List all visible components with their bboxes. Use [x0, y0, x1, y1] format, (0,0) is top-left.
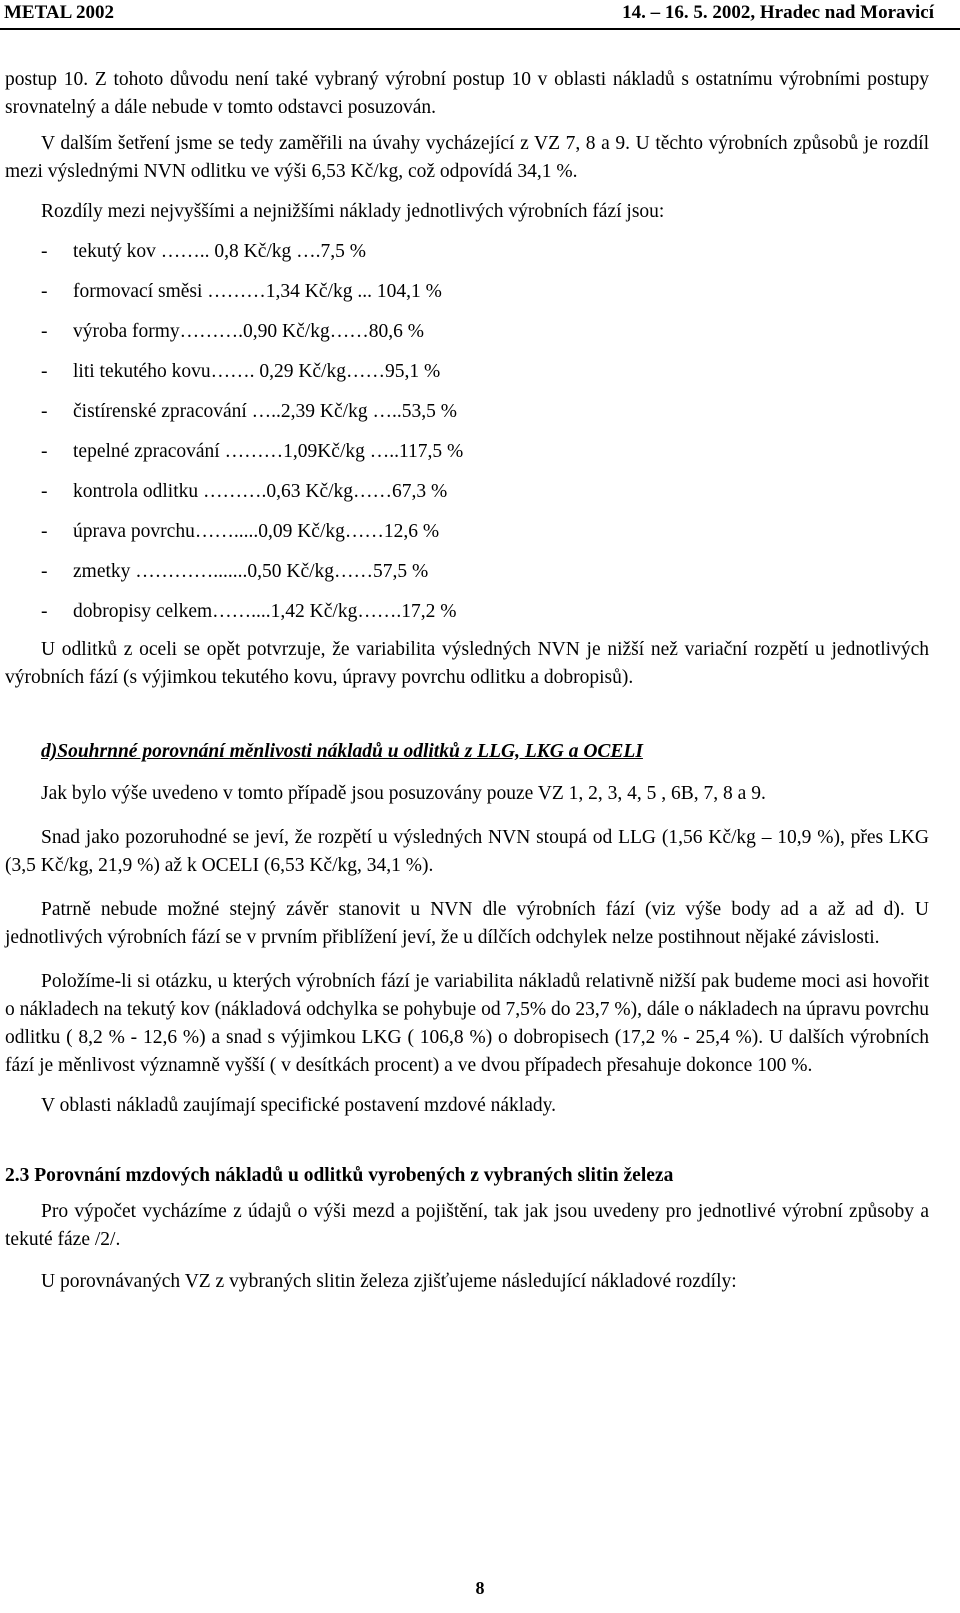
- paragraph-4: U odlitků z oceli se opět potvrzuje, že variabilita výsledných NVN je nižší než variační rozpětí u jednotlivých výrobních fází (s výjimkou tekutého kovu, úpravy povrchu odlitku a dobropisů).: [5, 639, 929, 688]
- paragraph-6: Snad jako pozoruhodné se jeví, že rozpětí u výsledných NVN stoupá od LLG (1,56 Kč/kg – 10,9 %), přes LKG (3,5 Kč/kg, 21,9 %) až k OCELI (6,53 Kč/kg, 34,1 %).: [5, 827, 929, 876]
- paragraph-2: V dalším šetření jsme se tedy zaměřili na úvahy vycházející z VZ 7, 8 a 9. U těchto výrobních způsobů je rozdíl mezi výslednými NVN odlitku ve výši 6,53 Kč/kg, což odpovídá 34,1 %.: [5, 133, 929, 182]
- conference-date-place: 14. – 16. 5. 2002, Hradec nad Moravicí: [622, 2, 934, 23]
- list-item: - tekutý kov …….. 0,8 Kč/kg ….7,5 %: [41, 241, 367, 262]
- subsection-heading: d)Souhrnné porovnání měnlivosti nákladů u odlitků z LLG, LKG a OCELI: [41, 741, 643, 762]
- list-item: - zmetky ………….......0,50 Kč/kg……57,5 %: [41, 561, 429, 582]
- paragraph-10: Pro výpočet vycházíme z údajů o výši mezd a pojištění, tak jak jsou uvedeny pro jednotlivé výrobní způsoby a tekuté fáze /2/.: [5, 1201, 929, 1250]
- running-header: [0, 0, 960, 30]
- section-heading: 2.3 Porovnání mzdových nákladů u odlitků vyrobených z vybraných slitin železa: [5, 1165, 674, 1186]
- list-item: - úprava povrchu…….....0,09 Kč/kg……12,6 %: [41, 521, 440, 542]
- paragraph-8: Položíme-li si otázku, u kterých výrobních fází je variabilita nákladů relativně nižší pak budeme moci asi hovořit o nákladech na tekutý kov (nákladová odchylka se pohybuje od 7,5% do 23,7 %), dále o nákladech na úpravu povrchu odlitku ( 8,2 % - 12,6 %) a snad s výjimkou LKG ( 106,8 %) o dobropisech (17,2 % - 25,4 %). U dalších výrobních fází je měnlivost významně vyšší ( v desítkách procent) a ve dvou případech přesahuje dokonce 100 %.: [5, 971, 929, 1076]
- page-body: [5, 66, 929, 1296]
- list-item: - liti tekutého kovu……. 0,29 Kč/kg……95,1 %: [41, 361, 441, 382]
- header-rule: [0, 28, 960, 30]
- conference-name: METAL 2002: [4, 2, 114, 23]
- paragraph-11: U porovnávaných VZ z vybraných slitin železa zjišťujeme následující nákladové rozdíly:: [41, 1271, 737, 1292]
- paragraph-3: Rozdíly mezi nejvyššími a nejnižšími náklady jednotlivých výrobních fází jsou:: [41, 201, 665, 222]
- list-item: - dobropisy celkem……....1,42 Kč/kg…….17,2 %: [41, 601, 457, 622]
- list-item: - výroba formy……….0,90 Kč/kg……80,6 %: [41, 321, 424, 342]
- paragraph-1: postup 10. Z tohoto důvodu není také vybraný výrobní postup 10 v oblasti nákladů s ostatnímu výrobními postupy srovnatelný a dále nebude v tomto odstavci posuzován.: [5, 69, 929, 118]
- paragraph-9: V oblasti nákladů zaujímají specifické postavení mzdové náklady.: [41, 1095, 556, 1116]
- list-item: - formovací směsi ………1,34 Kč/kg ... 104,1 %: [41, 281, 442, 302]
- page-number: 8: [475, 1578, 485, 1598]
- list-item: - čistírenské zpracování …..2,39 Kč/kg …..53,5 %: [41, 401, 457, 422]
- paragraph-7: Patrně nebude možné stejný závěr stanovit u NVN dle výrobních fází (viz výše body ad a až ad d). U jednotlivých výrobních fází se v prvním přiblížení jeví, že u dílčích odchylek nelze postihnout nějaké závislosti.: [5, 899, 929, 948]
- list-item: - kontrola odlitku ……….0,63 Kč/kg……67,3 %: [41, 481, 448, 502]
- list-item: - tepelné zpracování ………1,09Kč/kg …..117,5 %: [41, 441, 464, 462]
- paragraph-5: Jak bylo výše uvedeno v tomto případě jsou posuzovány pouze VZ 1, 2, 3, 4, 5 , 6B, 7, 8 a 9.: [41, 783, 766, 804]
- phase-cost-list: [41, 232, 929, 632]
